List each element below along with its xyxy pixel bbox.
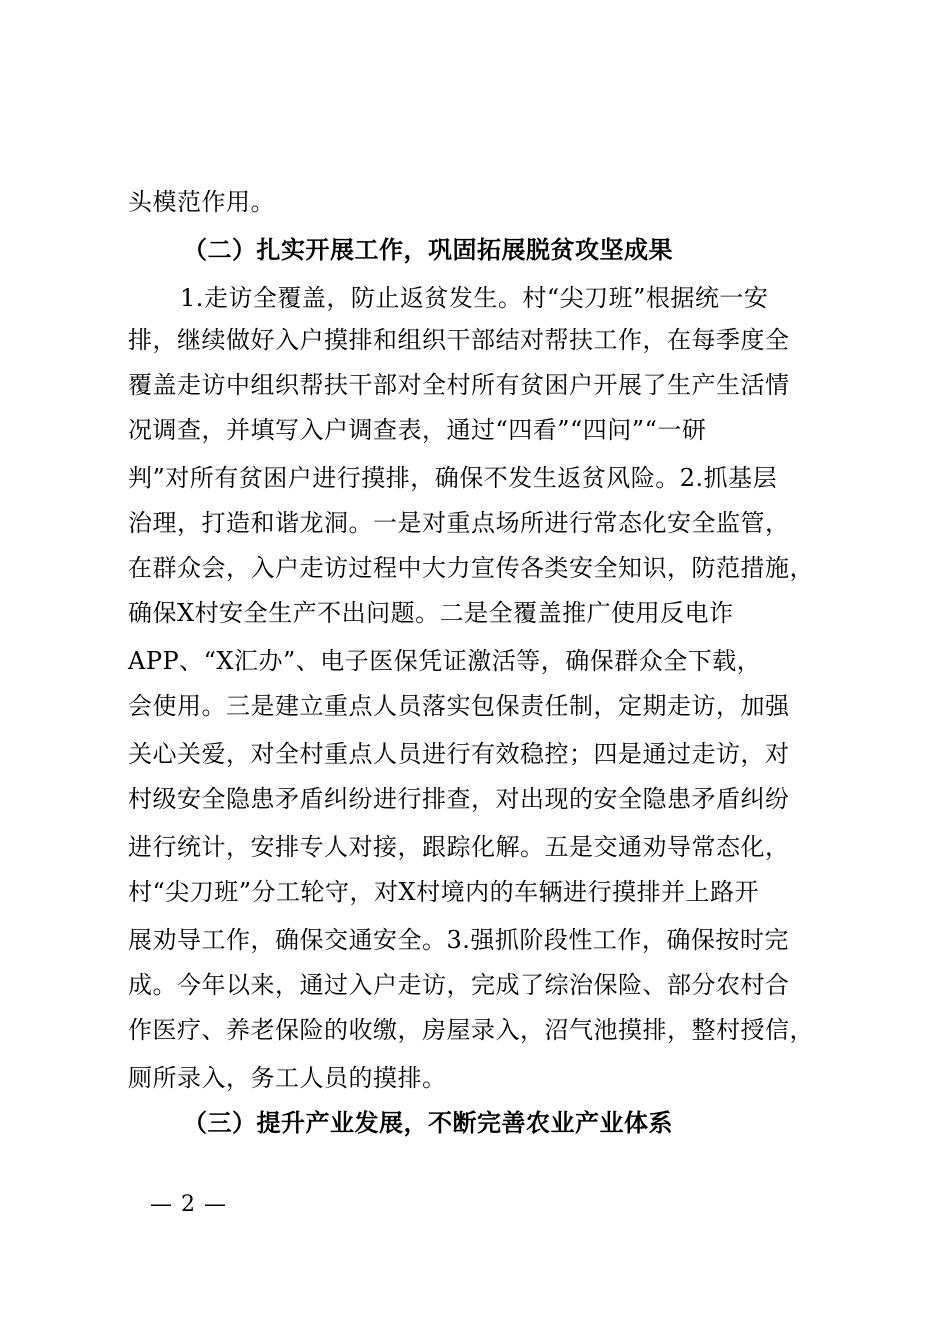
text-line: 覆盖走访中组织帮扶干部对全村所有贫困户开展了生产生活情 [128, 371, 790, 399]
text-line: 排，继续做好入户摸排和组织干部结对帮扶工作，在每季度全 [128, 326, 790, 354]
text-line: 况调查，并填写入户调查表，通过“四看”“四问”“一研 [128, 416, 707, 444]
text-line: 治理，打造和谐龙洞。一是对重点场所进行常态化安全监管， [128, 509, 790, 537]
text-line: 进行统计，安排专人对接，跟踪化解。五是交通劝导常态化， [128, 833, 790, 861]
text-line: 成。今年以来，通过入户走访，完成了综治保险、部分农村合 [128, 971, 790, 999]
text-line: 头模范作用。 [128, 188, 275, 216]
section-heading-2: （二）扎实开展工作，巩固拓展脱贫攻坚成果 [183, 235, 673, 264]
text-line: 展劝导工作，确保交通安全。3.强抓阶段性工作，确保按时完 [128, 926, 789, 954]
text-line: 厕所录入，务工人员的摸排。 [128, 1064, 447, 1092]
section-heading-3: （三）提升产业发展，不断完善农业产业体系 [183, 1108, 673, 1137]
text-line: 村级安全隐患矛盾纠纷进行排查，对出现的安全隐患矛盾纠纷 [128, 785, 790, 813]
text-line: 关心关爱，对全村重点人员进行有效稳控；四是通过走访，对 [128, 740, 790, 768]
text-line: 在群众会，入户走访过程中大力宣传各类安全知识，防范措施， [128, 554, 814, 582]
text-line: APP、“X汇办”、电子医保凭证激活等，确保群众全下载， [128, 647, 762, 675]
text-line: 1.走访全覆盖，防止返贫发生。村“尖刀班”根据统一安 [180, 284, 769, 312]
text-line: 判”对所有贫困户进行摸排，确保不发生返贫风险。2.抓基层 [128, 464, 778, 492]
text-line: 村“尖刀班”分工轮守，对X村境内的车辆进行摸排并上路开 [128, 878, 760, 906]
text-line: 会使用。三是建立重点人员落实包保责任制，定期走访，加强 [128, 692, 790, 720]
page-number: — 2 — [150, 1192, 227, 1217]
text-line: 作医疗、养老保险的收缴，房屋录入，沼气池摸排，整村授信， [128, 1016, 814, 1044]
text-line: 确保X村安全生产不出问题。二是全覆盖推广使用反电诈 [128, 599, 734, 627]
